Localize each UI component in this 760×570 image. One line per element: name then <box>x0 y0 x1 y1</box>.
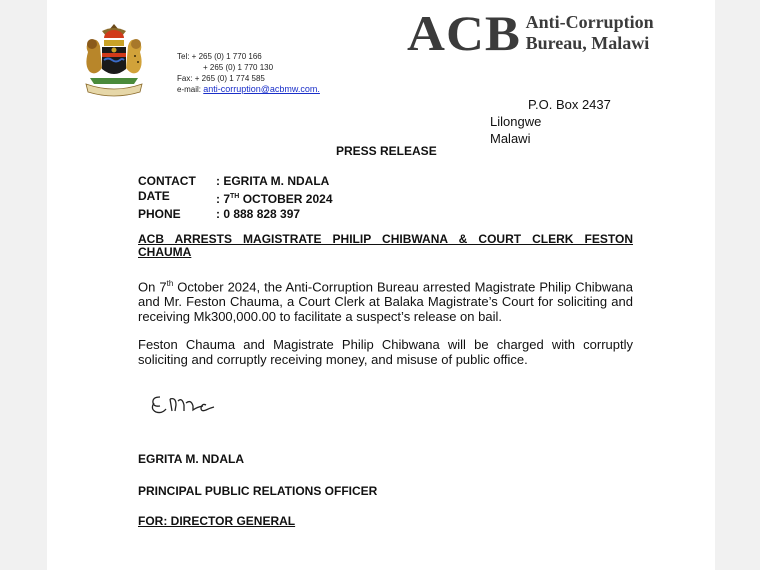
phone-line-2: + 265 (0) 1 770 130 <box>203 63 274 72</box>
headline: ACB ARRESTS MAGISTRATE PHILIP CHIBWANA & COURT CLERK FESTON CHAUMA <box>138 232 633 259</box>
po-box: P.O. Box 2437 <box>528 97 611 112</box>
date-prefix: : 7 <box>216 192 231 206</box>
org-name-line-1: Anti-Corruption <box>525 12 654 32</box>
address-country: Malawi <box>490 131 531 146</box>
body-paragraph-1 <box>138 276 633 324</box>
phone-line-1: Tel: + 265 (0) 1 770 166 <box>177 52 262 61</box>
date-label: DATE <box>138 189 170 203</box>
phone-label: PHONE <box>138 207 181 221</box>
malawi-coat-of-arms-icon <box>80 22 148 98</box>
p1-prefix: On 7 <box>138 279 167 295</box>
contact-value: : EGRITA M. NDALA <box>216 174 330 188</box>
for-director-general: FOR: DIRECTOR GENERAL <box>138 514 296 528</box>
email-label: e-mail: <box>177 85 202 94</box>
letterhead-contact-block <box>177 51 320 95</box>
org-name-line-2: Bureau, Malawi <box>525 33 650 53</box>
fax-line: Fax: + 265 (0) 1 774 585 <box>177 74 265 83</box>
acb-logo <box>407 6 654 66</box>
email-line <box>177 84 320 95</box>
signer-name: EGRITA M. NDALA <box>138 452 244 466</box>
signer-position: PRINCIPAL PUBLIC RELATIONS OFFICER <box>138 484 378 498</box>
org-name <box>526 12 654 54</box>
contact-label: CONTACT <box>138 174 196 188</box>
acb-logo-letters: ACB <box>407 5 522 61</box>
date-rest: OCTOBER 2024 <box>239 192 333 206</box>
p1-ordinal: th <box>166 279 174 288</box>
date-row <box>138 189 333 207</box>
address-city: Lilongwe <box>490 114 542 129</box>
email-link[interactable]: anti-corruption@acbmw.com. <box>203 84 320 94</box>
contact-row <box>138 174 333 189</box>
body-paragraph-2: Feston Chauma and Magistrate Philip Chibwana will be charged with corruptly soliciting and corruptly receiving money, and misuse of public office. <box>138 337 633 367</box>
phone-value: : 0 888 828 397 <box>216 207 301 221</box>
contact-details <box>138 174 333 222</box>
document-title: PRESS RELEASE <box>336 144 437 158</box>
p1-rest: October 2024, the Anti-Corruption Bureau arrested Magistrate Philip Chibwana and Mr. Feston Chauma, a Court Clerk at Balaka Magistrate’s Court for soliciting and receiving Mk300,000.00 to facilitate a suspect’s release on bail. <box>138 279 633 325</box>
phone-row <box>138 207 333 222</box>
postal-address <box>490 96 611 147</box>
handwritten-signature-icon <box>148 389 238 419</box>
date-ordinal: TH <box>230 193 240 200</box>
date-value <box>216 189 333 207</box>
